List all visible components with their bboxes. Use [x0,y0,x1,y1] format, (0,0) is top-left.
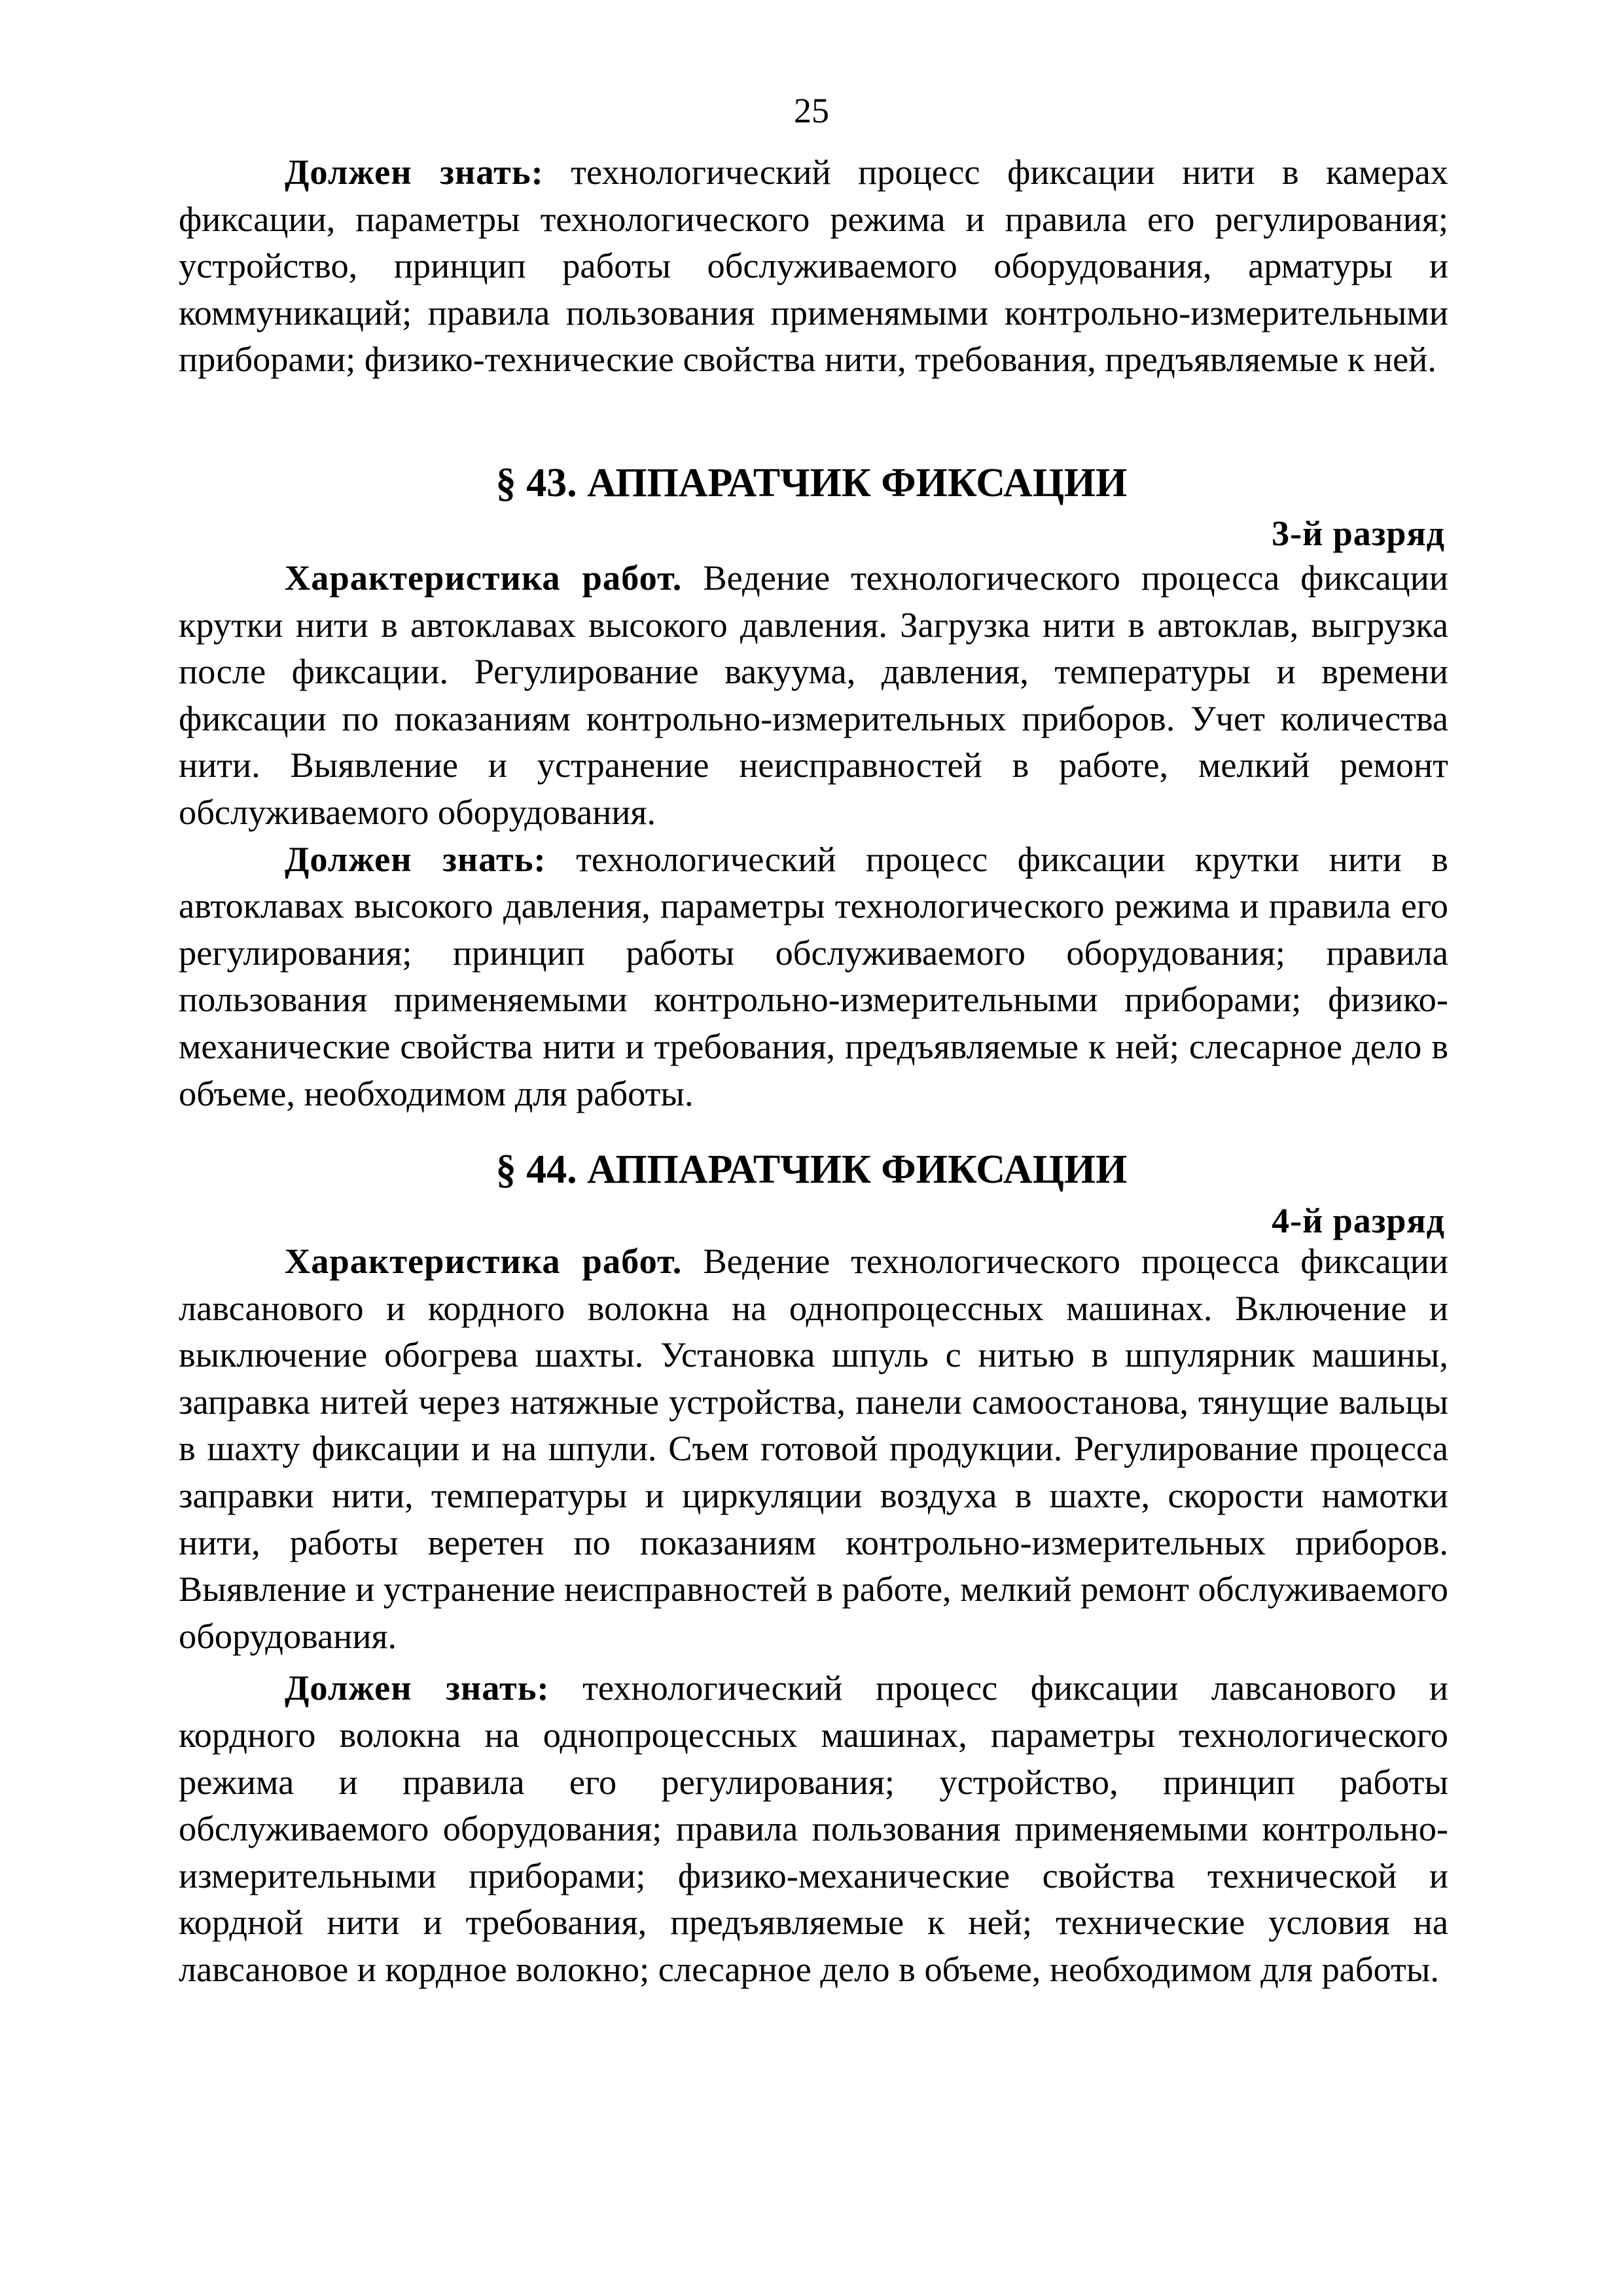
section-44-knowledge [179,1665,1448,1993]
section-43-body [179,555,1448,1117]
section-43-char-label: Характеристика работ. [285,558,683,598]
intro-label: Должен знать: [285,152,544,192]
page-number: 25 [794,91,829,130]
intro-block [179,149,1448,384]
section-44-char-label: Характеристика работ. [285,1242,683,1281]
section-44-know-text: технологический процесс фиксации лавсанового и кордного волокна на однопроцессных машинах, параметры технологического режима и правила его регулирования; устройство, принцип работы обслуживаемого оборудования; правила пользования применяемыми контрольно-измерительными приборами; физико-механические свойства технической и кордной нити и требования, предъявляемые к ней; технические условия на лавсановое и кордное волокно; слесарное дело в объеме, необходимом для работы. [179,1668,1449,1989]
section-43-characteristics [179,555,1448,836]
section-43-know-label: Должен знать: [285,839,546,879]
intro-text: технологический процесс фиксации нити в камерах фиксации, параметры технологического режима и правила его регулирования; устройство, принцип работы обслуживаемого оборудования, арматуры и коммуникаций; правила пользования применямыми контрольно-измерительными приборами; физико-технические свойства нити, требования, предъявляемые к ней. [179,152,1448,380]
section-43-heading: § 43. АППАРАТЧИК ФИКСАЦИИ [495,461,1128,505]
section-44-know-label: Должен знать: [285,1668,550,1708]
section-44-char-text: Ведение технологического процесса фиксации лавсанового и кордного волокна на однопроцессных машинах. Включение и выключение обогрева шахты. Установка шпуль с нитью в шпулярник машины, заправка нитей через натяжные устройства, панели самоостанова, тянущие вальцы в шахту фиксации и на шпули. Съем готовой продукции. Регулирование процесса заправки нити, температуры и циркуляции воздуха в шахте, скорости намотки нити, работы веретен по показаниям контрольно-измерительных приборов. Выявление и устранение неисправностей в работе, мелкий ремонт обслуживаемого оборудования. [179,1242,1448,1656]
section-43-char-text: Ведение технологического процесса фиксации крутки нити в автоклавах высокого давления. Загрузка нити в автоклав, выгрузка после фиксации. Регулирование вакуума, давления, температуры и времени фиксации по показаниям контрольно-измерительных приборов. Учет количества нити. Выявление и устранение неисправностей в работе, мелкий ремонт обслуживаемого оборудования. [179,558,1448,832]
section-43-grade: 3-й разряд [1272,514,1445,553]
intro-paragraph [179,149,1448,384]
section-44-body [179,1238,1448,1994]
section-43-knowledge [179,836,1448,1118]
section-44-heading: § 44. АППАРАТЧИК ФИКСАЦИИ [495,1147,1128,1192]
section-44-grade: 4-й разряд [1272,1201,1445,1240]
section-43-know-text: технологический процесс фиксации крутки нити в автоклавах высокого давления, параметры технологического режима и правила его регулирования; принцип работы обслуживаемого оборудования; правила пользования применяемыми контрольно-измерительными приборами; физико-механические свойства нити и требования, предъявляемые к ней; слесарное дело в объеме, необходимом для работы. [179,839,1448,1113]
section-44-characteristics [179,1238,1448,1660]
